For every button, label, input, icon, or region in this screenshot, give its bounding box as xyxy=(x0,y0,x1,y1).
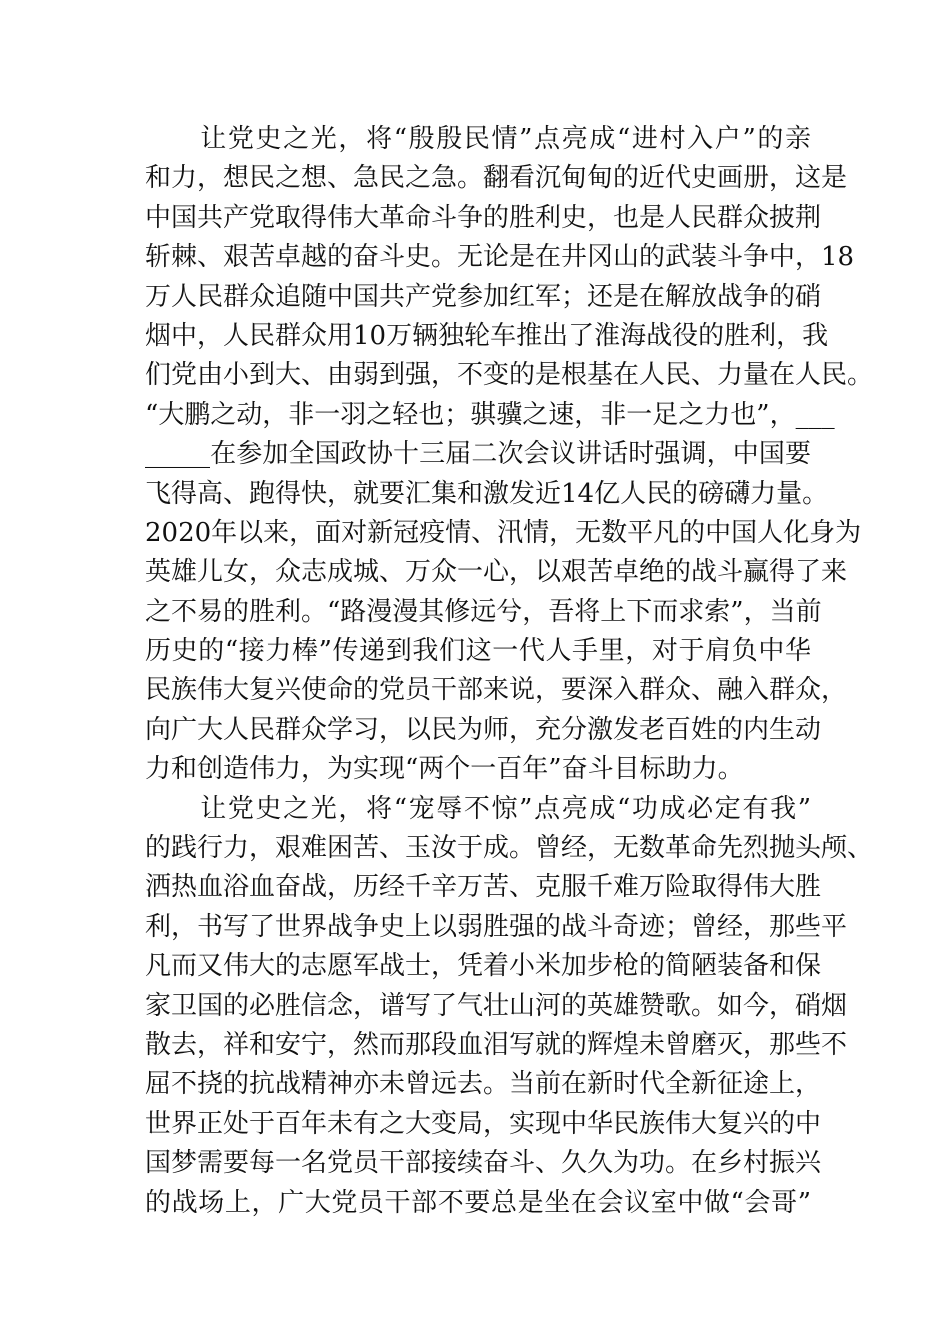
text-line: 利，书写了世界战争史上以弱胜强的战斗奇迹；曾经，那些平 xyxy=(145,911,848,942)
text-line: 力和创造伟力，为实现“两个一百年”奋斗目标助力。 xyxy=(145,754,744,785)
text-line: 屈不挠的抗战精神亦未曾远去。当前在新时代全新征途上， xyxy=(145,1069,822,1100)
text-line: 向广大人民群众学习，以民为师，充分激发老百姓的内生动 xyxy=(145,714,822,745)
text-line: 之不易的胜利。“路漫漫其修远兮，吾将上下而求索”，当前 xyxy=(145,596,822,627)
paragraph-1 xyxy=(145,120,874,790)
text-line: 中国共产党取得伟大革命斗争的胜利史，也是人民群众披荆 xyxy=(145,202,822,233)
text-line: 万人民群众追随中国共产党参加红军；还是在解放战争的硝 xyxy=(145,281,822,312)
text-line: _____在参加全国政协十三届二次会议讲话时强调，中国要 xyxy=(145,439,811,470)
text-line: 散去，祥和安宁，然而那段血泪写就的辉煌未曾磨灭，那些不 xyxy=(145,1029,848,1060)
text-line: 的践行力，艰难困苦、玉汝于成。曾经，无数革命先烈抛头颅、 xyxy=(145,833,874,864)
text-line: 让党史之光，将“宠辱不惊”点亮成“功成必定有我” xyxy=(145,793,811,824)
text-line: “大鹏之动，非一羽之轻也；骐骥之速，非一足之力也”，___ xyxy=(145,399,835,430)
text-line: 历史的“接力棒”传递到我们这一代人手里，对于肩负中华 xyxy=(145,636,811,667)
text-line: 国梦需要每一名党员干部接续奋斗、久久为功。在乡村振兴 xyxy=(145,1148,822,1179)
text-line: 家卫国的必胜信念，谱写了气壮山河的英雄赞歌。如今，硝烟 xyxy=(145,990,848,1021)
text-line: 和力，想民之想、急民之急。翻看沉甸甸的近代史画册，这是 xyxy=(145,163,848,194)
document-page xyxy=(145,120,874,1223)
text-line: 的战场上，广大党员干部不要总是坐在会议室中做“会哥” xyxy=(145,1187,811,1218)
text-line: 们党由小到大、由弱到强，不变的是根基在人民、力量在人民。 xyxy=(145,360,874,391)
text-line: 烟中，人民群众用10万辆独轮车推出了淮海战役的胜利，我 xyxy=(145,320,829,351)
text-line: 凡而又伟大的志愿军战士，凭着小米加步枪的简陋装备和保 xyxy=(145,951,822,982)
text-line: 斩棘、艰苦卓越的奋斗史。无论是在井冈山的武装斗争中，18 xyxy=(145,242,855,273)
text-line: 让党史之光，将“殷殷民情”点亮成“进村入户”的亲 xyxy=(145,124,811,154)
text-line: 飞得高、跑得快，就要汇集和激发近14亿人民的磅礴力量。 xyxy=(145,478,829,509)
text-line: 英雄儿女，众志成城、万众一心，以艰苦卓绝的战斗赢得了来 xyxy=(145,557,848,588)
text-line: 民族伟大复兴使命的党员干部来说，要深入群众、融入群众， xyxy=(145,675,848,706)
text-line: 洒热血浴血奋战，历经千辛万苦、克服千难万险取得伟大胜 xyxy=(145,872,822,903)
text-line: 2020年以来，面对新冠疫情、汛情，无数平凡的中国人化身为 xyxy=(145,517,862,548)
text-line: 世界正处于百年未有之大变局，实现中华民族伟大复兴的中 xyxy=(145,1108,822,1139)
paragraph-2 xyxy=(145,790,874,1223)
